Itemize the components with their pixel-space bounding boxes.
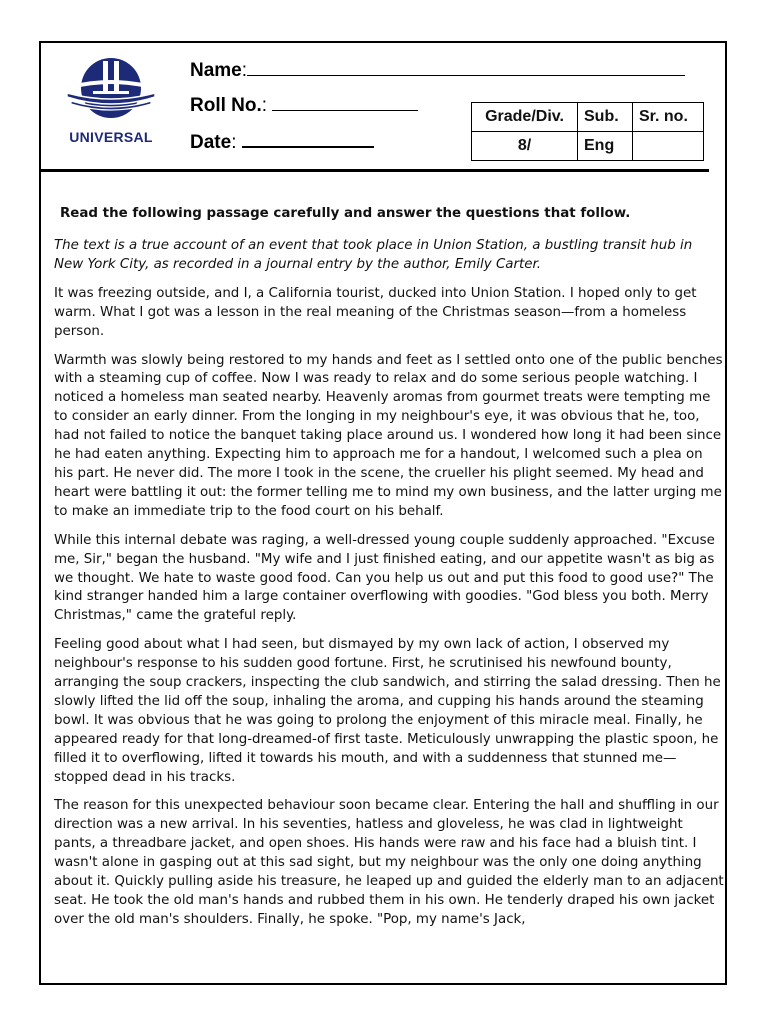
roll-field: Roll No.: [190, 93, 418, 117]
grade-table-header [472, 103, 704, 132]
grade-table-values [472, 132, 704, 161]
passage-paragraph: Feeling good about what I had seen, but dismayed by my own lack of action, I observed my neighbour's response to his sudden good fortune. First, he scrutinised his newfound bounty, arranging the soup crackers, inspecting the club sandwich, and stirring the salad dressing. Then he slowly lifted the lid off the soup, inhaling the aroma, and cupping his hands around the steaming bowl. It was obvious that he was going to prolong the enjoyment of this miracle meal. Finally, he appeared ready for that long-dreamed-of first taste. Meticulously unwrapping the plastic spoon, he filled it to overflowing, lifted it towards his mouth, and with a suddenness that stunned me—stopped dead in his tracks. [54, 637, 721, 785]
date-label: Date [190, 132, 232, 153]
intro-paragraph: The text is a true account of an event that took place in Union Station, a bustling transit hub in New York City, as recorded in a journal entry by the author, Emily Carter. [54, 238, 693, 272]
name-field: Name: [190, 58, 685, 82]
passage-paragraph: It was freezing outside, and I, a California tourist, ducked into Union Station. I hoped only to get warm. What I got was a lesson in the real meaning of the Christmas season—from a homeless person. [54, 285, 697, 339]
grade-header: Grade/Div. [472, 103, 578, 132]
subject-header: Sub. [578, 103, 633, 132]
passage-paragraph: While this internal debate was raging, a well-dressed young couple suddenly approached. "Excuse me, Sir," began the husband. "My wife and I just finished eating, and our appetite wasn't as big as we thought. We hate to waste good food. Can you help us out and put this food to good use?" The kind stranger handed him a large container overflowing with goodies. "God bless you both. Merry Christmas," came the grateful reply. [54, 532, 715, 624]
instruction-heading: Read the following passage carefully and answer the questions that follow. [60, 206, 631, 221]
passage-paragraph: The reason for this unexpected behaviour soon became clear. Entering the hall and shuffling in our direction was a new arrival. In his seventies, hatless and gloveless, he was clad in lightweight pants, a threadbare jacket, and open shoes. His hands were raw and his face had a bluish tint. I wasn't alone in gasping out at this sad sight, but my neighbour was the only one doing anything about it. Quickly pulling aside his treasure, he leaped up and guided the elderly man to an adjacent seat. He took the old man's hands and rubbed them in his own. He tenderly draped his own jacket over the old man's shoulders. Finally, he spoke. "Pop, my name's Jack, [54, 798, 724, 927]
school-logo [63, 55, 159, 155]
logo-text: UNIVERSAL [69, 129, 153, 145]
grade-table [471, 102, 704, 161]
header-divider [41, 169, 709, 172]
logo-emblem-icon [63, 55, 159, 127]
passage [54, 205, 724, 940]
name-label: Name [190, 60, 242, 81]
serial-value[interactable] [633, 132, 704, 161]
subject-value: Eng [578, 132, 633, 161]
serial-header: Sr. no. [633, 103, 704, 132]
grade-value: 8/ [472, 132, 578, 161]
worksheet [39, 41, 727, 985]
date-field: Date: [190, 129, 374, 154]
date-line[interactable] [242, 129, 374, 148]
passage-paragraph: Warmth was slowly being restored to my hands and feet as I settled onto one of the public benches with a steaming cup of coffee. Now I was ready to relax and do some serious people watching. I noticed a homeless man seated nearby. Heavenly aromas from gourmet treats were tempting me to consider an early dinner. From the longing in my neighbour's eye, it was obvious that he, too, had not failed to notice the banquet taking place around us. I wondered how long it had been since he had eaten anything. Expecting him to approach me for a handout, I welcomed such a plea on his part. He never did. The more I took in the scene, the crueller his plight seemed. My head and heart were battling it out: the former telling me to mind my own business, and the latter urging me to make an immediate trip to the food court on his behalf. [54, 352, 723, 519]
roll-label: Roll No. [190, 95, 262, 116]
name-line[interactable] [247, 58, 685, 76]
roll-line[interactable] [272, 93, 418, 111]
worksheet-header [41, 43, 725, 173]
